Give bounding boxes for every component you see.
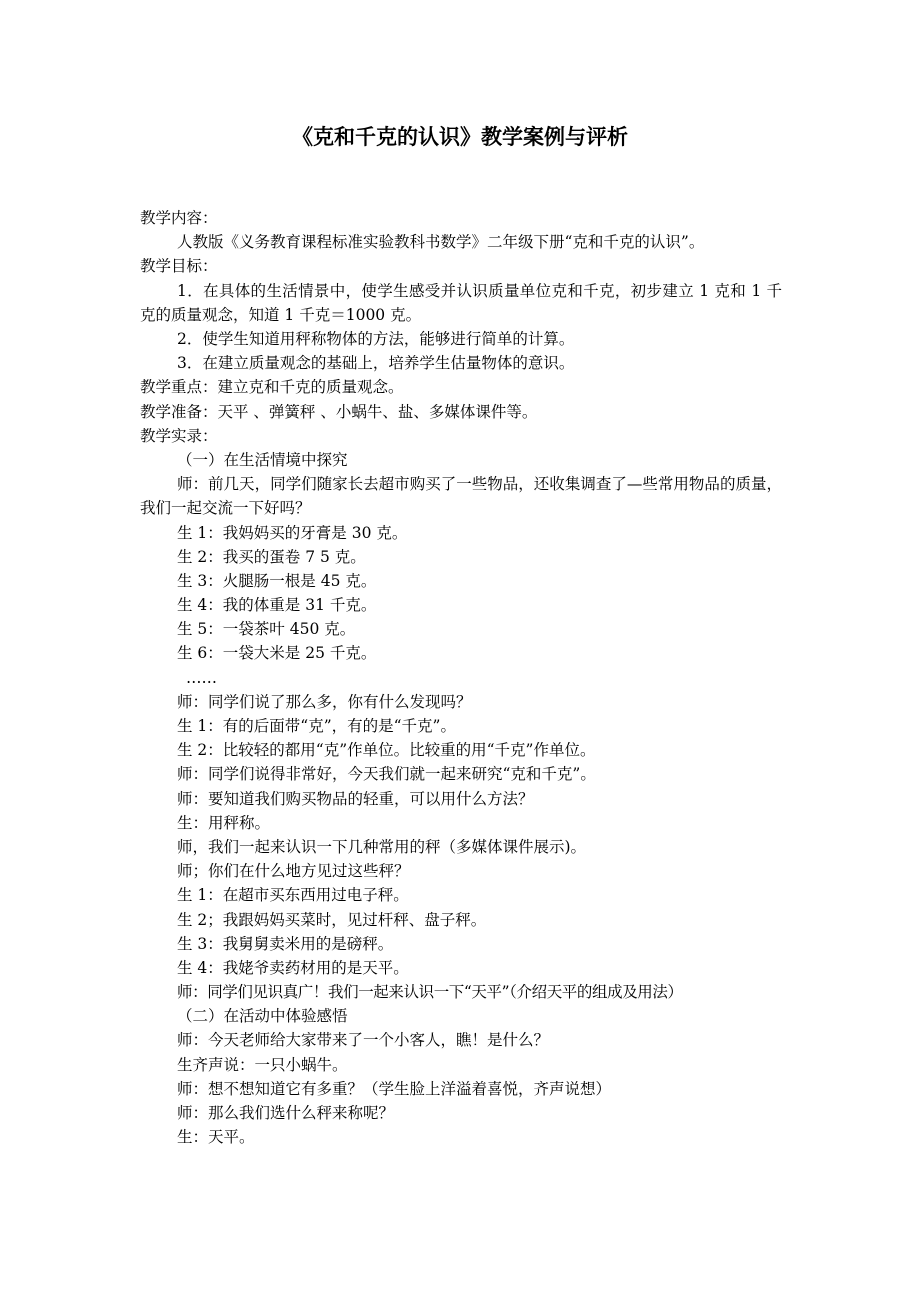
dialogue-line: 生 4：我姥爷卖药材用的是天平。: [177, 958, 409, 977]
dialogue-line: 生 3：我舅舅卖米用的是磅秤。: [177, 934, 394, 953]
dialogue-line: [140, 472, 782, 520]
dialogue-line: 生 1：我妈妈买的牙膏是 30 克。: [177, 523, 408, 542]
dialogue-line: 师：要知道我们购买物品的轻重，可以用什么方法？: [177, 789, 534, 808]
dialogue-line: 生 2：比较轻的都用“克”作单位。比较重的用“千克”作单位。: [177, 741, 596, 760]
dialogue-line: 生 5：一袋茶叶 450 克。: [177, 620, 356, 639]
ellipsis-line: ……: [186, 668, 217, 687]
dialogue-line: 师：今天老师给大家带来了一个小客人，瞧！是什么？: [177, 1031, 550, 1050]
goal-1: [140, 279, 782, 327]
dialogue-line: 生 1：有的后面带“克”，有的是“千克”。: [177, 717, 456, 736]
section-heading-record: 教学实录：: [140, 426, 218, 445]
dialogue-line: 生 3：火腿肠一根是 45 克。: [177, 571, 377, 590]
paragraph-content: [140, 230, 782, 254]
preparation: 教学准备：天平 、弹簧秤 、小蜗牛、盐、多媒体课件等。: [140, 402, 538, 421]
dialogue-line: 师：想不想知道它有多重？（学生脸上洋溢着喜悦，齐声说想）: [177, 1079, 612, 1098]
dialogue-line: 师：同学们见识真广！我们一起来认识一下“天平”（介绍天平的组成及用法）: [177, 983, 683, 1002]
section-heading-goals: 教学目标：: [140, 257, 218, 276]
dialogue-line: 师，我们一起来认识一下几种常用的秤（多媒体课件展示)。: [177, 837, 587, 856]
dialogue-line: 生齐声说：一只小蜗牛。: [177, 1055, 348, 1074]
dialogue-line: 生 2；我跟妈妈买菜时，见过杆秤、盘子秤。: [177, 910, 487, 929]
dialogue-line: 生：用秤称。: [177, 813, 271, 832]
dialogue-line-text: 师：前几天，同学们随家长去超市购买了一些物品，还收集调查了—些常用物品的质量，我们一起交流一下好吗？: [140, 475, 782, 518]
subsection-1-heading: （一）在生活情境中探究: [177, 450, 348, 469]
dialogue-line: 师；你们在什么地方见过这些秤？: [177, 862, 410, 881]
goal-1-text: 1．在具体的生活情景中，使学生感受并认识质量单位克和千克，初步建立 1 克和 1 千克的质量观念，知道 1 千克＝1000 克。: [140, 281, 782, 324]
dialogue-line: 生：天平。: [177, 1128, 255, 1147]
dialogue-line: 师：同学们说了那么多，你有什么发现吗？: [177, 692, 472, 711]
paragraph-content-text: 人教版《义务教育课程标准实验教科书数学》二年级下册“克和千克的认识”。: [177, 233, 705, 252]
subsection-2-heading: （二）在活动中体验感悟: [177, 1007, 348, 1026]
dialogue-line: 生 2：我买的蛋卷 7 5 克。: [177, 547, 366, 566]
goal-2: 2．使学生知道用秤称物体的方法，能够进行简单的计算。: [177, 329, 575, 348]
document-title: 《克和千克的认识》教学案例与评析: [292, 125, 628, 149]
dialogue-line: 师：同学们说得非常好，今天我们就一起来研究“克和千克”。: [177, 765, 596, 784]
dialogue-line: 生 6：一袋大米是 25 千克。: [177, 644, 377, 663]
document-body: [140, 206, 782, 1149]
dialogue-line: 师：那么我们选什么秤来称呢？: [177, 1104, 395, 1123]
dialogue-line: 生 4：我的体重是 31 千克。: [177, 596, 377, 615]
key-point: 教学重点：建立克和千克的质量观念。: [140, 378, 404, 397]
goal-3: 3．在建立质量观念的基础上，培养学生估量物体的意识。: [177, 354, 575, 373]
section-heading-content: 教学内容：: [140, 209, 218, 227]
dialogue-line: 生 1：在超市买东西用过电子秤。: [177, 886, 409, 905]
